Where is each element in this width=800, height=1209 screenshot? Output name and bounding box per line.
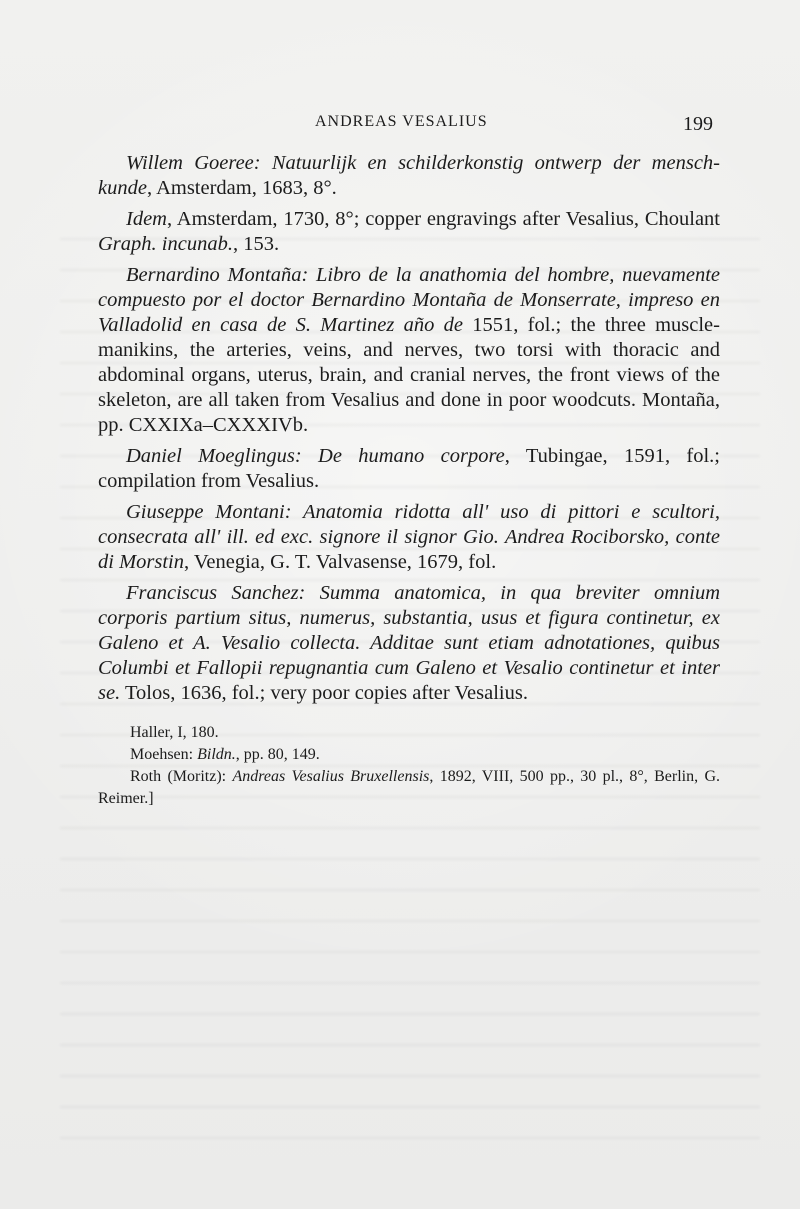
entry-montana [98,263,720,438]
entry-idem-reference: Graph. incunab. [98,233,233,255]
page-number: 199 [683,113,713,135]
reference-moehsen-pages: , pp. 80, 149. [235,746,320,763]
entry-idem-page: , 153. [232,233,280,255]
entry-sanchez-title: Franciscus Sanchez: Summa anatomica, in qua breviter omnium corporis partium situs, numerus, substantia, usus et figura continetur, ex Galeno et A. Vesalio collecta. Additae sunt etiam adnotationes, quibus Columbi et Fallopii repugnantia cum Galeno et Vesalio continetur et inter se. [98,582,720,704]
page-body [98,151,720,810]
reference-haller-text: Haller, I, 180. [130,724,219,741]
entry-idem-title: Idem [126,208,167,230]
reference-moehsen [98,744,720,766]
entry-montani-title: Giuseppe Montani: Anatomia ridotta all' uso di pittori e scultori, consecrata all' ill. ed exc. signore il signor Gio. Andrea Rociborsko, conte di Morstin [98,501,720,573]
entry-moeglingus-title: Daniel Moeglingus: De humano corpore [126,445,505,467]
reference-moehsen-author: Moehsen: [130,746,198,763]
reference-roth-title: Andreas Vesalius Bruxellensis [232,768,430,785]
page-header [0,113,800,141]
entry-montani [98,500,720,575]
entry-idem [98,207,720,257]
reference-roth-author: Roth (Moritz): [130,768,233,785]
entry-sanchez-details: Tolos, 1636, fol.; very poor copies after Vesalius. [120,682,528,704]
entry-goeree-title: Willem Goeree: Natuurlijk en schilderkonstig ontwerp der mensch-kunde [98,152,720,199]
references [98,722,720,810]
running-title: ANDREAS VESALIUS [315,113,488,130]
entry-idem-details: , Amsterdam, 1730, 8°; copper engravings after Vesalius, Choulant [166,208,720,230]
entry-montana-details: 1551, fol.; the three muscle-manikins, the arteries, veins, and nerves, two torsi with thoracic and abdominal organs, uterus, brain, and cranial nerves, the front views of the skeleton, are all taken from Vesalius and done in poor woodcuts. Montaña, pp. CXXIXa–CXXXIVb. [98,314,720,436]
entry-goeree [98,151,720,201]
entry-moeglingus-details: , Tubingae, 1591, fol.; compilation from Vesalius. [98,445,720,492]
entry-sanchez [98,581,720,706]
entry-moeglingus [98,444,720,494]
entry-montana-title: Bernardino Montaña: Libro de la anathomia del hombre, nuevamente compuesto por el doctor Bernardino Montaña de Monserrate, impreso en Valladolid en casa de S. Martinez año de [98,264,720,336]
reference-moehsen-title: Bildn. [197,746,236,763]
reference-haller [98,722,720,744]
reference-roth-details: , 1892, VIII, 500 pp., 30 pl., 8°, Berlin, G. Reimer.] [98,768,721,807]
entry-montani-details: , Venegia, G. T. Valvasense, 1679, fol. [184,551,497,573]
entry-goeree-details: , Amsterdam, 1683, 8°. [146,177,337,199]
reference-roth [98,766,720,810]
